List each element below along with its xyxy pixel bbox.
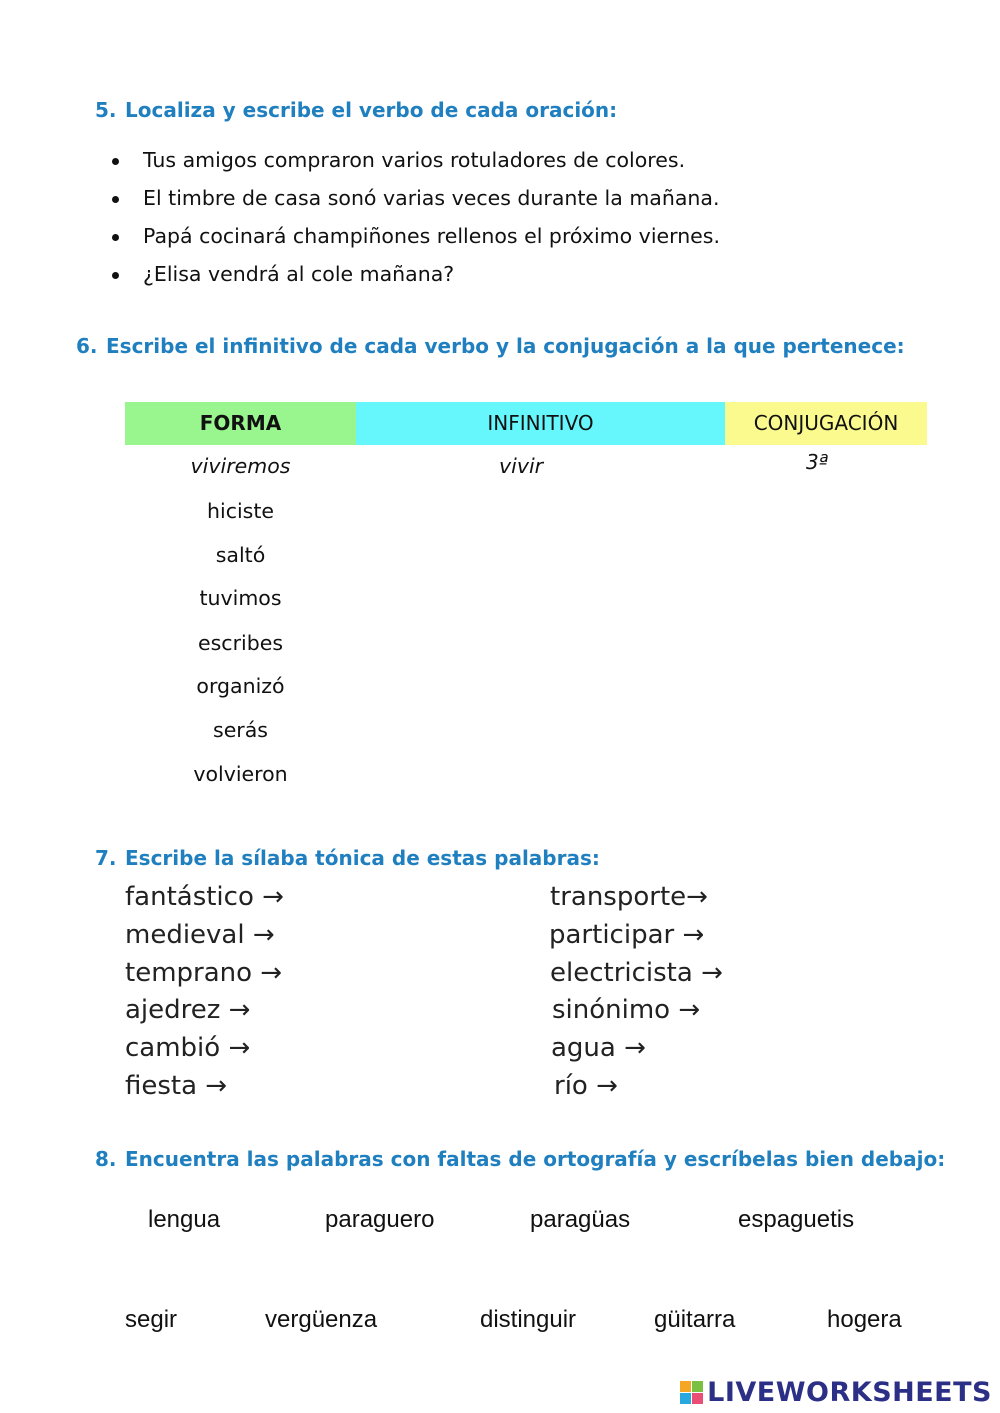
liveworksheets-mark-icon (680, 1381, 704, 1405)
syllable-word-right: participar → (549, 920, 705, 950)
spelling-word: paraguero (325, 1206, 435, 1233)
q7-number: 7. (95, 846, 117, 870)
q8-title: Encuentra las palabras con faltas de ortografía y escríbelas bien debajo: (125, 1147, 946, 1171)
liveworksheets-logo (680, 1377, 992, 1408)
bullet-dot-icon (112, 158, 119, 165)
table-row-forma: escribes (198, 631, 283, 655)
q6-title: Escribe el infinitivo de cada verbo y la conjugación a la que pertenece: (106, 334, 905, 358)
syllable-word-left: temprano → (125, 958, 283, 988)
spelling-word: paragüas (530, 1206, 631, 1233)
syllable-word-left: ajedrez → (125, 995, 251, 1025)
example-conjugacion: 3ª (806, 450, 829, 474)
table-row-forma: organizó (196, 674, 285, 698)
bullet-dot-icon (112, 196, 119, 203)
q5-title: Localiza y escribe el verbo de cada oración: (125, 98, 618, 122)
q8-heading (95, 1147, 945, 1171)
table-row-forma: saltó (215, 543, 266, 567)
spelling-word: vergüenza (265, 1306, 378, 1333)
example-infinitivo: vivir (499, 454, 544, 478)
syllable-word-right: electricista → (550, 958, 723, 988)
spelling-word: espaguetis (738, 1206, 855, 1233)
q5-heading (95, 98, 617, 122)
table-row-forma: hiciste (207, 499, 274, 523)
spelling-word: distinguir (480, 1306, 577, 1333)
syllable-word-left: cambió → (125, 1033, 251, 1063)
syllable-word-right: sinónimo → (552, 995, 701, 1025)
table-header-conjugacion: CONJUGACIÓN (725, 402, 927, 445)
spelling-word: segir (125, 1306, 178, 1333)
syllable-word-right: agua → (551, 1033, 646, 1063)
syllable-word-left: medieval → (125, 920, 275, 950)
table-row-forma: serás (213, 718, 268, 742)
q8-number: 8. (95, 1147, 117, 1171)
q6-number: 6. (76, 334, 98, 358)
syllable-word-right: río → (554, 1071, 618, 1101)
q7-title: Escribe la sílaba tónica de estas palabras: (125, 846, 600, 870)
q5-number: 5. (95, 98, 117, 122)
spelling-word: güitarra (654, 1306, 736, 1333)
spelling-word: hogera (827, 1306, 902, 1333)
table-header-infinitivo: INFINITIVO (356, 402, 725, 445)
bullet-dot-icon (112, 272, 119, 279)
example-forma: viviremos (190, 454, 291, 478)
q7-heading (95, 846, 600, 870)
spelling-word: lengua (148, 1206, 221, 1233)
liveworksheets-wordmark: LIVEWORKSHEETS (707, 1377, 992, 1408)
table-header-forma: FORMA (125, 402, 356, 445)
syllable-word-left: fantástico → (125, 882, 284, 912)
table-row-forma: volvieron (193, 762, 288, 786)
syllable-word-left: fiesta → (125, 1071, 228, 1101)
bullet-dot-icon (112, 234, 119, 241)
q6-heading (76, 334, 905, 358)
syllable-word-right: transporte→ (550, 882, 708, 912)
table-row-forma: tuvimos (199, 586, 282, 610)
